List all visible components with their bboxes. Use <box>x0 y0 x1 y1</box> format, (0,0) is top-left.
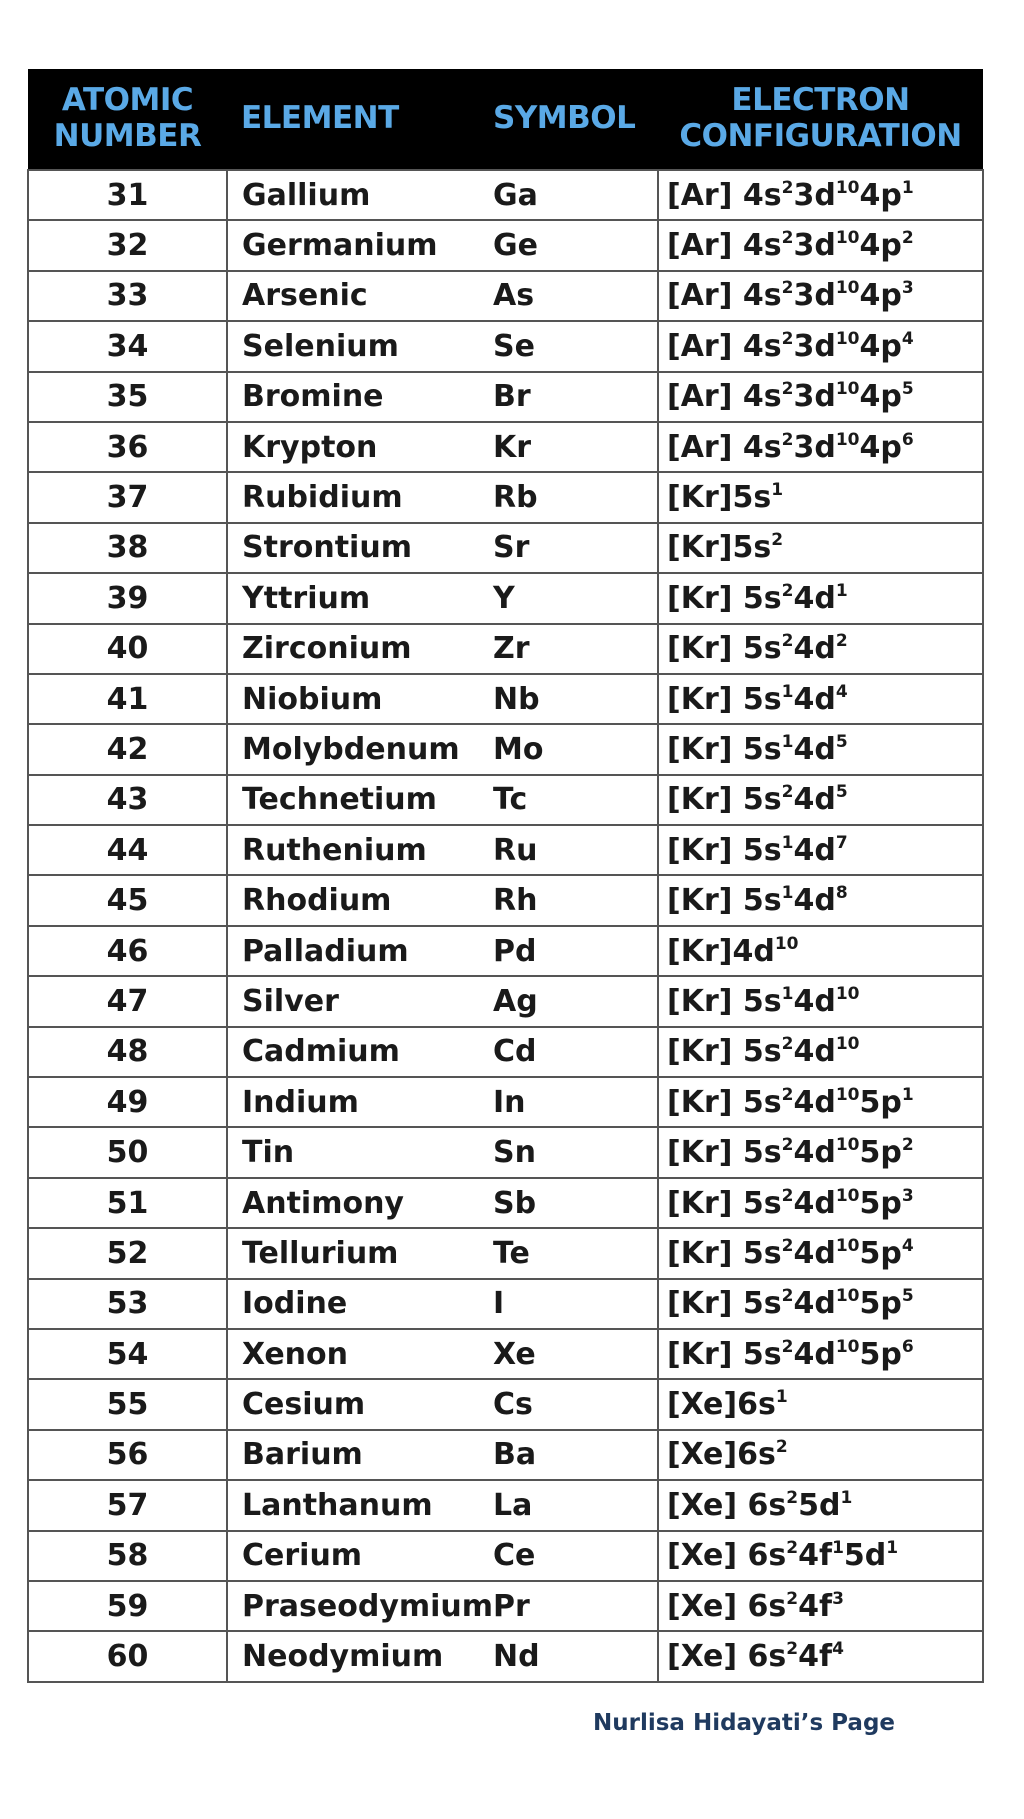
element-name-cell: Molybdenum <box>227 724 489 774</box>
configuration-superscript: 10 <box>835 177 860 198</box>
configuration-term: 3d <box>793 177 836 213</box>
configuration-term: [Kr]5s <box>667 530 772 566</box>
element-name-cell: Cerium <box>227 1531 489 1581</box>
electron-configuration-cell <box>658 1631 983 1681</box>
configuration-superscript: 6 <box>901 1336 914 1357</box>
table-body <box>28 170 983 1682</box>
configuration-term: [Kr] 5s <box>667 782 782 818</box>
configuration-term: 4d <box>793 1336 836 1372</box>
electron-configuration-cell <box>658 472 983 522</box>
table-row <box>28 271 983 321</box>
electron-configuration-cell <box>658 1480 983 1530</box>
configuration-term: [Ar] 4s <box>667 177 782 213</box>
configuration-superscript: 5 <box>835 782 848 803</box>
electron-configuration-cell <box>658 1379 983 1429</box>
electron-configuration-cell <box>658 1279 983 1329</box>
table-row <box>28 1279 983 1329</box>
element-name-cell: Bromine <box>227 372 489 422</box>
configuration-superscript: 2 <box>786 1538 799 1559</box>
configuration-term: [Xe] 6s <box>667 1639 787 1675</box>
element-name-cell: Barium <box>227 1430 489 1480</box>
element-name-cell: Yttrium <box>227 573 489 623</box>
configuration-term: 5d <box>843 1538 887 1574</box>
configuration-term: [Kr] 5s <box>667 1034 782 1070</box>
configuration-superscript: 10 <box>835 1286 860 1307</box>
configuration-superscript: 3 <box>901 1185 914 1206</box>
configuration-superscript: 2 <box>781 379 794 400</box>
configuration-term: 4d <box>793 631 836 667</box>
configuration-superscript: 5 <box>835 731 848 752</box>
configuration-term: 4p <box>859 278 902 314</box>
configuration-superscript: 10 <box>835 1135 860 1156</box>
element-symbol-cell: Br <box>489 372 658 422</box>
electron-configuration-cell <box>658 724 983 774</box>
element-symbol-cell: Rh <box>489 875 658 925</box>
atomic-number-cell: 34 <box>28 321 227 371</box>
element-symbol-cell: Ce <box>489 1531 658 1581</box>
element-name-cell: Tin <box>227 1127 489 1177</box>
configuration-term: 4f <box>798 1588 833 1624</box>
atomic-number-cell: 47 <box>28 976 227 1026</box>
element-symbol-cell: Pr <box>489 1581 658 1631</box>
table-row <box>28 624 983 674</box>
element-name-cell: Krypton <box>227 422 489 472</box>
configuration-superscript: 7 <box>835 832 848 853</box>
element-name-cell: Antimony <box>227 1178 489 1228</box>
element-name-cell: Germanium <box>227 220 489 270</box>
configuration-term: 4d <box>793 731 836 767</box>
configuration-superscript: 2 <box>781 328 794 349</box>
configuration-term: [Kr] 5s <box>667 983 782 1019</box>
configuration-superscript: 2 <box>771 530 784 551</box>
configuration-term: [Kr] 5s <box>667 580 782 616</box>
configuration-superscript: 2 <box>781 1034 794 1055</box>
table-row <box>28 724 983 774</box>
configuration-superscript: 2 <box>781 228 794 249</box>
element-symbol-cell: Ge <box>489 220 658 270</box>
atomic-number-cell: 59 <box>28 1581 227 1631</box>
configuration-term: 3d <box>793 379 836 415</box>
configuration-term: 3d <box>793 228 836 264</box>
table-row <box>28 1430 983 1480</box>
electron-configuration-table-wrap <box>27 69 982 1683</box>
element-symbol-cell: Nb <box>489 674 658 724</box>
table-row <box>28 1631 983 1681</box>
configuration-term: 5d <box>798 1487 841 1523</box>
electron-configuration-cell <box>658 1077 983 1127</box>
table-row <box>28 976 983 1026</box>
element-name-cell: Neodymium <box>227 1631 489 1681</box>
atomic-number-cell: 36 <box>28 422 227 472</box>
electron-configuration-cell <box>658 1430 983 1480</box>
configuration-term: [Kr] 5s <box>667 1286 782 1322</box>
element-symbol-cell: Cs <box>489 1379 658 1429</box>
atomic-number-cell: 58 <box>28 1531 227 1581</box>
table-row <box>28 1027 983 1077</box>
configuration-term: 4d <box>793 1084 836 1120</box>
configuration-superscript: 1 <box>771 480 784 501</box>
configuration-term: 4d <box>793 580 836 616</box>
configuration-superscript: 2 <box>786 1487 799 1508</box>
table-row <box>28 674 983 724</box>
atomic-number-cell: 37 <box>28 472 227 522</box>
configuration-superscript: 4 <box>835 681 848 702</box>
configuration-superscript: 2 <box>786 1639 799 1660</box>
atomic-number-cell: 41 <box>28 674 227 724</box>
element-name-cell: Zirconium <box>227 624 489 674</box>
table-row <box>28 825 983 875</box>
configuration-term: 4d <box>793 681 836 717</box>
configuration-term: 4p <box>859 328 902 364</box>
element-name-cell: Iodine <box>227 1279 489 1329</box>
configuration-term: 5p <box>859 1336 902 1372</box>
configuration-term: 5p <box>859 1135 902 1171</box>
configuration-superscript: 10 <box>835 228 860 249</box>
configuration-term: 4d <box>793 1185 836 1221</box>
element-symbol-cell: Sr <box>489 523 658 573</box>
configuration-term: 4f <box>798 1538 833 1574</box>
electron-configuration-cell <box>658 1329 983 1379</box>
electron-configuration-cell <box>658 523 983 573</box>
element-name-cell: Xenon <box>227 1329 489 1379</box>
configuration-superscript: 5 <box>901 1286 914 1307</box>
table-row <box>28 1228 983 1278</box>
element-symbol-cell: Sb <box>489 1178 658 1228</box>
configuration-superscript: 2 <box>781 580 794 601</box>
table-row <box>28 1480 983 1530</box>
configuration-superscript: 4 <box>832 1639 844 1660</box>
configuration-superscript: 2 <box>901 228 914 249</box>
configuration-superscript: 10 <box>835 1235 860 1256</box>
configuration-term: [Xe] 6s <box>667 1588 787 1624</box>
atomic-number-cell: 52 <box>28 1228 227 1278</box>
atomic-number-cell: 48 <box>28 1027 227 1077</box>
element-symbol-cell: Te <box>489 1228 658 1278</box>
element-name-cell: Cesium <box>227 1379 489 1429</box>
configuration-superscript: 1 <box>775 1387 788 1408</box>
element-name-cell: Gallium <box>227 170 489 220</box>
configuration-term: 4d <box>793 983 836 1019</box>
element-symbol-cell: Ag <box>489 976 658 1026</box>
table-row <box>28 1581 983 1631</box>
configuration-term: 4d <box>793 1286 836 1322</box>
electron-configuration-cell <box>658 825 983 875</box>
configuration-term: 5p <box>859 1235 902 1271</box>
configuration-superscript: 1 <box>781 681 794 702</box>
configuration-term: [Xe]6s <box>667 1437 776 1473</box>
atomic-number-cell: 38 <box>28 523 227 573</box>
electron-configuration-cell <box>658 674 983 724</box>
configuration-term: [Kr] 5s <box>667 681 782 717</box>
configuration-superscript: 2 <box>781 177 794 198</box>
electron-configuration-cell <box>658 271 983 321</box>
header-electron-configuration-line1: ELECTRON <box>731 82 910 119</box>
atomic-number-cell: 53 <box>28 1279 227 1329</box>
page-credit: Nurlisa Hidayati’s Page <box>593 1710 896 1736</box>
configuration-superscript: 10 <box>835 278 860 299</box>
element-name-cell: Niobium <box>227 674 489 724</box>
element-symbol-cell: Rb <box>489 472 658 522</box>
element-symbol-cell: Mo <box>489 724 658 774</box>
atomic-number-cell: 39 <box>28 573 227 623</box>
header-element: ELEMENT <box>241 100 399 137</box>
configuration-superscript: 1 <box>781 883 794 904</box>
configuration-term: [Kr] 5s <box>667 1336 782 1372</box>
configuration-superscript: 2 <box>781 631 794 652</box>
configuration-superscript: 2 <box>786 1588 799 1609</box>
configuration-superscript: 10 <box>835 429 860 450</box>
element-symbol-cell: Zr <box>489 624 658 674</box>
element-symbol-cell: Pd <box>489 926 658 976</box>
configuration-superscript: 10 <box>835 983 860 1004</box>
atomic-number-cell: 55 <box>28 1379 227 1429</box>
configuration-term: 4d <box>793 883 836 919</box>
header-symbol: SYMBOL <box>493 100 636 137</box>
header-atomic-number <box>28 69 227 170</box>
element-name-cell: Technetium <box>227 775 489 825</box>
atomic-number-cell: 44 <box>28 825 227 875</box>
configuration-term: 4d <box>793 1235 836 1271</box>
element-name-cell: Lanthanum <box>227 1480 489 1530</box>
configuration-superscript: 10 <box>835 1034 860 1055</box>
configuration-term: [Kr] 5s <box>667 1235 782 1271</box>
table-row <box>28 1531 983 1581</box>
element-name-cell: Arsenic <box>227 271 489 321</box>
electron-configuration-cell <box>658 1581 983 1631</box>
configuration-superscript: 10 <box>835 379 860 400</box>
configuration-superscript: 8 <box>835 883 848 904</box>
electron-configuration-cell <box>658 573 983 623</box>
electron-configuration-cell <box>658 875 983 925</box>
atomic-number-cell: 57 <box>28 1480 227 1530</box>
atomic-number-cell: 32 <box>28 220 227 270</box>
electron-configuration-cell <box>658 976 983 1026</box>
electron-configuration-cell <box>658 926 983 976</box>
configuration-superscript: 3 <box>901 278 914 299</box>
configuration-term: [Kr] 5s <box>667 1185 782 1221</box>
electron-configuration-cell <box>658 1127 983 1177</box>
atomic-number-cell: 43 <box>28 775 227 825</box>
element-symbol-cell: In <box>489 1077 658 1127</box>
atomic-number-cell: 46 <box>28 926 227 976</box>
configuration-term: 3d <box>793 328 836 364</box>
configuration-term: [Ar] 4s <box>667 278 782 314</box>
configuration-superscript: 1 <box>886 1538 899 1559</box>
table-row <box>28 1178 983 1228</box>
atomic-number-cell: 42 <box>28 724 227 774</box>
table-row <box>28 1329 983 1379</box>
element-name-cell: Cadmium <box>227 1027 489 1077</box>
configuration-superscript: 2 <box>781 1084 794 1105</box>
electron-configuration-cell <box>658 624 983 674</box>
element-name-cell: Silver <box>227 976 489 1026</box>
table-row <box>28 170 983 220</box>
configuration-superscript: 2 <box>781 1135 794 1156</box>
configuration-superscript: 4 <box>901 1235 914 1256</box>
table-row <box>28 321 983 371</box>
atomic-number-cell: 45 <box>28 875 227 925</box>
electron-configuration-cell <box>658 372 983 422</box>
configuration-term: [Xe] 6s <box>667 1538 787 1574</box>
element-name-cell: Praseodymium <box>227 1581 489 1631</box>
table-row <box>28 573 983 623</box>
atomic-number-cell: 40 <box>28 624 227 674</box>
configuration-term: [Ar] 4s <box>667 379 782 415</box>
element-symbol-cell: As <box>489 271 658 321</box>
configuration-superscript: 2 <box>781 1286 794 1307</box>
atomic-number-cell: 54 <box>28 1329 227 1379</box>
element-name-cell: Palladium <box>227 926 489 976</box>
electron-configuration-cell <box>658 220 983 270</box>
configuration-superscript: 2 <box>781 1185 794 1206</box>
table-row <box>28 926 983 976</box>
configuration-term: 3d <box>793 278 836 314</box>
header-atomic-number-line2: NUMBER <box>53 118 202 154</box>
configuration-term: [Kr] 5s <box>667 883 782 919</box>
electron-configuration-cell <box>658 422 983 472</box>
table-row <box>28 875 983 925</box>
configuration-term: 4p <box>859 177 902 213</box>
header-electron-configuration <box>658 69 983 170</box>
atomic-number-cell: 49 <box>28 1077 227 1127</box>
element-symbol-cell: Se <box>489 321 658 371</box>
configuration-term: 4d <box>793 832 836 868</box>
configuration-term: [Kr]4d <box>667 933 775 969</box>
configuration-term: 5p <box>859 1286 902 1322</box>
element-symbol-cell: Ru <box>489 825 658 875</box>
table-row <box>28 1127 983 1177</box>
element-name-cell: Indium <box>227 1077 489 1127</box>
atomic-number-cell: 50 <box>28 1127 227 1177</box>
configuration-term: 4d <box>793 1135 836 1171</box>
configuration-superscript: 5 <box>901 379 914 400</box>
atomic-number-cell: 35 <box>28 372 227 422</box>
element-name-cell: Ruthenium <box>227 825 489 875</box>
electron-configuration-cell <box>658 170 983 220</box>
configuration-superscript: 2 <box>781 1336 794 1357</box>
electron-configuration-cell <box>658 1531 983 1581</box>
configuration-superscript: 1 <box>901 177 914 198</box>
element-symbol-cell: Xe <box>489 1329 658 1379</box>
table-row <box>28 523 983 573</box>
element-name-cell: Selenium <box>227 321 489 371</box>
element-symbol-cell: Ba <box>489 1430 658 1480</box>
configuration-superscript: 3 <box>832 1588 844 1609</box>
configuration-term: [Xe]6s <box>667 1387 776 1423</box>
element-symbol-cell: Y <box>489 573 658 623</box>
electron-configuration-cell <box>658 321 983 371</box>
element-symbol-cell: I <box>489 1279 658 1329</box>
table-row <box>28 422 983 472</box>
element-symbol-cell: Tc <box>489 775 658 825</box>
configuration-superscript: 1 <box>835 580 848 601</box>
configuration-superscript: 10 <box>835 1084 860 1105</box>
element-name-cell: Rhodium <box>227 875 489 925</box>
configuration-superscript: 1 <box>781 832 794 853</box>
configuration-term: [Ar] 4s <box>667 429 782 465</box>
configuration-term: 4d <box>793 782 836 818</box>
configuration-term: [Kr] 5s <box>667 631 782 667</box>
table-row <box>28 775 983 825</box>
configuration-superscript: 2 <box>781 429 794 450</box>
atomic-number-cell: 31 <box>28 170 227 220</box>
electron-configuration-cell <box>658 775 983 825</box>
element-name-cell: Strontium <box>227 523 489 573</box>
configuration-term: [Kr] 5s <box>667 731 782 767</box>
configuration-term: 3d <box>793 429 836 465</box>
electron-configuration-cell <box>658 1228 983 1278</box>
configuration-superscript: 2 <box>781 278 794 299</box>
atomic-number-cell: 33 <box>28 271 227 321</box>
configuration-term: [Xe] 6s <box>667 1487 787 1523</box>
configuration-superscript: 6 <box>901 429 914 450</box>
configuration-superscript: 10 <box>774 933 799 954</box>
atomic-number-cell: 51 <box>28 1178 227 1228</box>
configuration-superscript: 4 <box>901 328 914 349</box>
configuration-superscript: 2 <box>835 631 848 652</box>
configuration-superscript: 1 <box>781 983 794 1004</box>
header-electron-configuration-line2: CONFIGURATION <box>679 118 962 154</box>
electron-configuration-cell <box>658 1027 983 1077</box>
atomic-number-cell: 60 <box>28 1631 227 1681</box>
configuration-superscript: 2 <box>781 782 794 803</box>
configuration-superscript: 2 <box>901 1135 914 1156</box>
element-symbol-cell: Ga <box>489 170 658 220</box>
configuration-term: 4f <box>798 1639 833 1675</box>
element-symbol-cell: La <box>489 1480 658 1530</box>
element-symbol-cell: Cd <box>489 1027 658 1077</box>
electron-configuration-table <box>27 69 984 1683</box>
configuration-term: 4p <box>859 228 902 264</box>
table-row <box>28 1077 983 1127</box>
configuration-superscript: 10 <box>835 1336 860 1357</box>
element-name-cell: Rubidium <box>227 472 489 522</box>
configuration-superscript: 10 <box>835 328 860 349</box>
configuration-term: [Ar] 4s <box>667 228 782 264</box>
table-row <box>28 372 983 422</box>
element-symbol-cell: Sn <box>489 1127 658 1177</box>
configuration-term: [Kr]5s <box>667 480 772 516</box>
configuration-superscript: 1 <box>901 1084 914 1105</box>
electron-configuration-cell <box>658 1178 983 1228</box>
configuration-term: 5p <box>859 1084 902 1120</box>
header-atomic-number-line1: ATOMIC <box>61 82 194 119</box>
configuration-superscript: 1 <box>840 1487 853 1508</box>
table-row <box>28 1379 983 1429</box>
configuration-superscript: 1 <box>832 1538 844 1559</box>
table-row <box>28 220 983 270</box>
configuration-term: 4d <box>793 1034 836 1070</box>
configuration-superscript: 1 <box>781 731 794 752</box>
configuration-term: [Kr] 5s <box>667 1084 782 1120</box>
configuration-term: 5p <box>859 1185 902 1221</box>
configuration-superscript: 2 <box>775 1437 788 1458</box>
configuration-term: [Ar] 4s <box>667 328 782 364</box>
header-row <box>28 69 983 170</box>
configuration-superscript: 10 <box>835 1185 860 1206</box>
element-symbol-cell: Nd <box>489 1631 658 1681</box>
configuration-term: [Kr] 5s <box>667 832 782 868</box>
atomic-number-cell: 56 <box>28 1430 227 1480</box>
configuration-term: 4p <box>859 429 902 465</box>
table-row <box>28 472 983 522</box>
element-name-cell: Tellurium <box>227 1228 489 1278</box>
element-symbol-cell: Kr <box>489 422 658 472</box>
configuration-term: [Kr] 5s <box>667 1135 782 1171</box>
configuration-superscript: 2 <box>781 1235 794 1256</box>
configuration-term: 4p <box>859 379 902 415</box>
